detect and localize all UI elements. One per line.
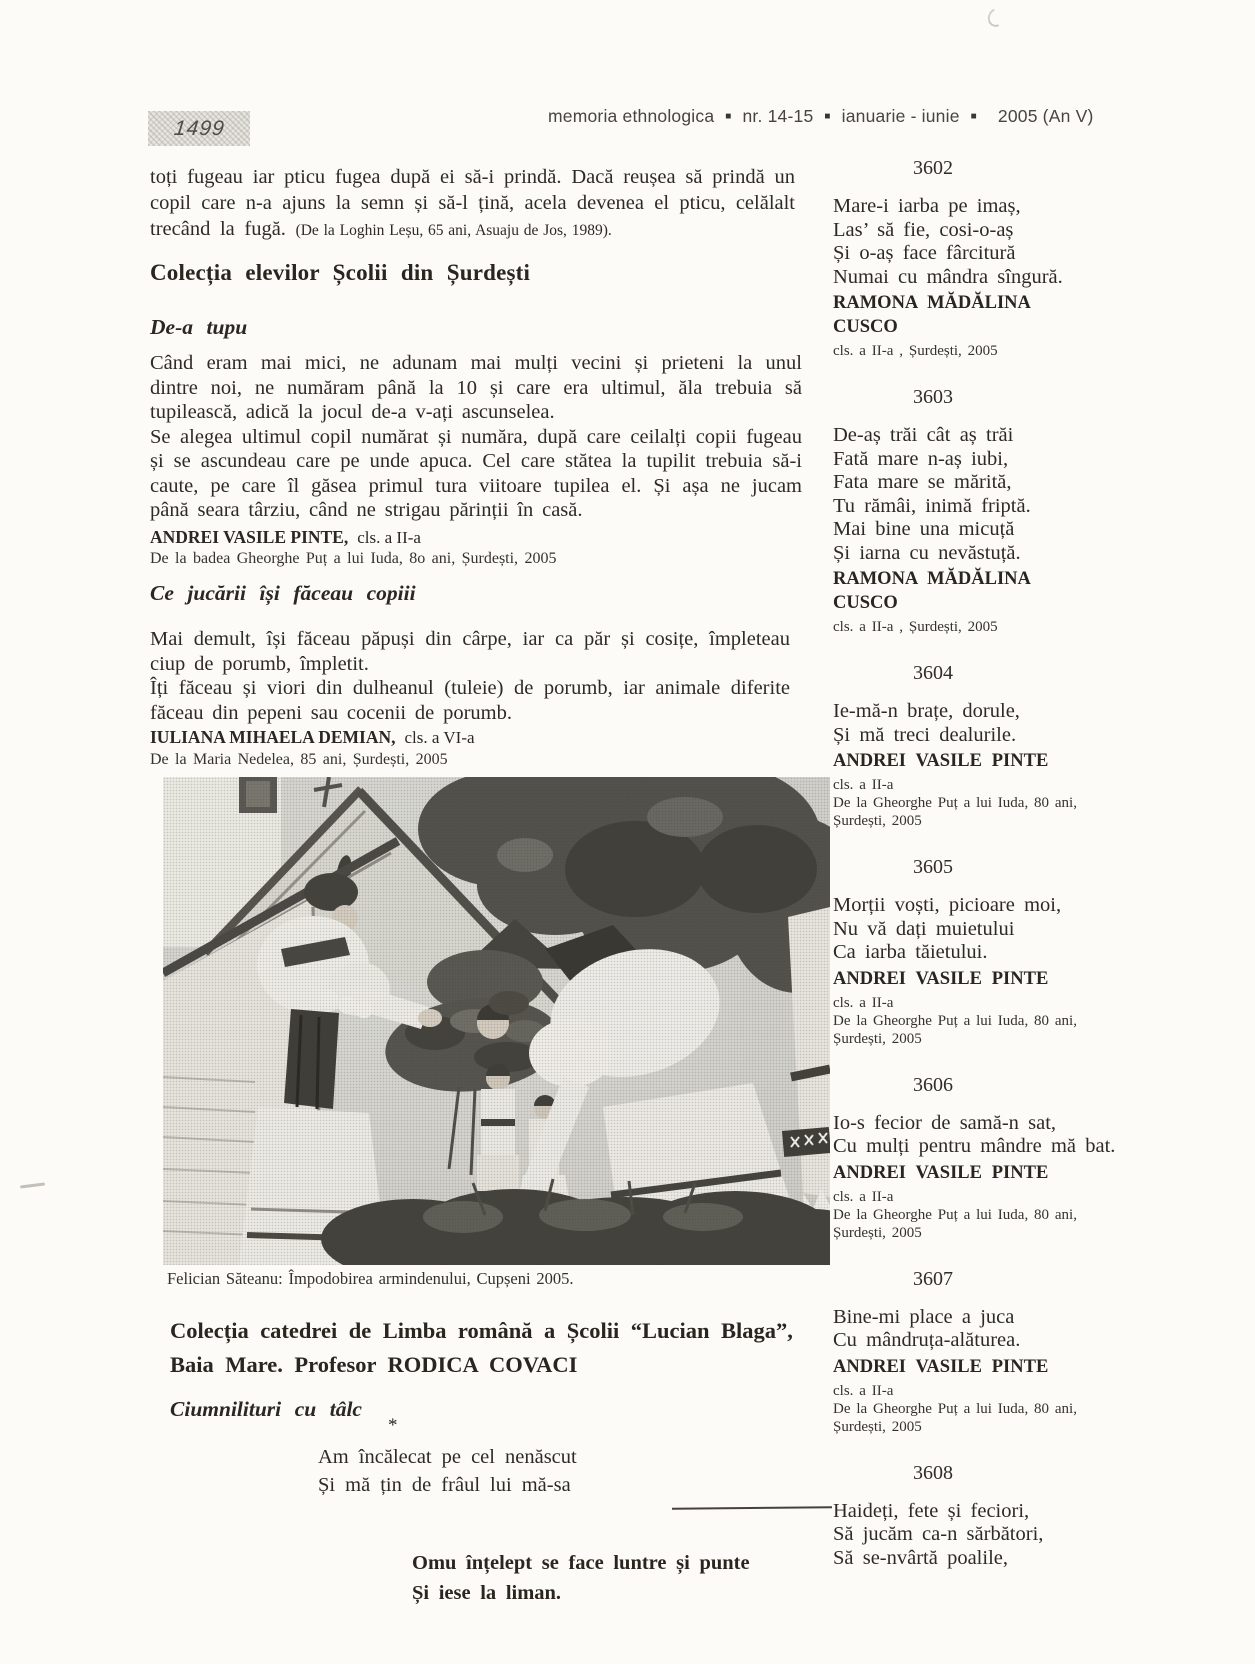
asterisk-separator: * <box>388 1415 398 1436</box>
verse-detail: Șurdești, 2005 <box>833 813 922 829</box>
verse-author <box>833 967 1178 991</box>
verse-detail: Șurdești, 2005 <box>833 1224 922 1241</box>
author-line <box>150 727 475 748</box>
riddle-line: Și mă țin de frâul lui mă-sa <box>318 1474 571 1496</box>
riddle-line: Am încălecat pe cel nenăscut <box>318 1446 577 1468</box>
verse-author-line: ANDREI VASILE PINTE <box>833 1162 1049 1183</box>
verse-line: Haideți, fete și feciori, <box>833 1499 1030 1522</box>
motto-line: Și iese la liman. <box>412 1582 562 1604</box>
verse-line: Nu vă dați muietului <box>833 917 1015 940</box>
verse-detail: cls. a II-a , Șurdești, 2005 <box>833 619 998 635</box>
author-class: cls. a II-a <box>357 528 421 547</box>
scan-artifact-dash <box>20 1182 45 1188</box>
photo-caption: Felician Săteanu: Împodobirea armindenului, Cupșeni 2005. <box>167 1269 574 1288</box>
verse-author <box>833 1161 1178 1185</box>
verse-detail: Șurdești, 2005 <box>833 1418 922 1435</box>
verse-detail: cls. a II-a <box>833 777 894 793</box>
verse-details <box>833 342 1178 360</box>
scan-artifact-corner <box>985 5 1008 29</box>
verse-author-line: ANDREI VASILE PINTE <box>833 1356 1049 1377</box>
verse-number: 3606 <box>913 1073 953 1096</box>
verse-number: 3603 <box>913 386 953 408</box>
verse-detail: De la Gheorghe Puț a lui Iuda, 80 ani, <box>833 1206 1077 1223</box>
verse-detail: Șurdești, 2005 <box>833 1030 922 1047</box>
verse-author-line: RAMONA MĂDĂLINA <box>833 293 1031 313</box>
verse-line: De-aș trăi cât aș trăi <box>833 424 1014 446</box>
page-number: 1499 <box>172 116 226 140</box>
verse-author-line: RAMONA MĂDĂLINA <box>833 569 1031 589</box>
verse-line: Și iarna cu nevăstuță. <box>833 541 1021 564</box>
paragraph: Îți făceau și viori din dulheanul (tuleie) de porumb, iar animale diferite făceau din pepeni sau cocenii de porumb. <box>150 677 790 724</box>
issue-year: 2005 (An V) <box>997 106 1094 126</box>
game-title-jucarii: Ce jucării își făceau copiii <box>150 581 416 605</box>
verse-number: 3605 <box>913 856 953 878</box>
verse-line: Și o-aș face fârcitură <box>833 242 1016 264</box>
photo-illustration <box>163 777 830 1265</box>
verse-details <box>833 618 1178 636</box>
section-title: Colecția elevilor Școlii din Șurdești <box>150 260 531 285</box>
verse-author <box>833 291 1178 339</box>
verse-line: Io-s fecior de samă-n sat, <box>833 1111 1057 1134</box>
verse-line: Mai bine una micuță <box>833 518 1015 540</box>
verse-line: Bine-mi place a juca <box>833 1305 1015 1328</box>
author-name: ANDREI VASILE PINTE, <box>150 527 349 547</box>
verse-line: Fata mare se mărită, <box>833 471 1012 493</box>
verse-details <box>833 776 1178 830</box>
verse-lines <box>833 424 1178 565</box>
paragraph: Când eram mai mici, ne adunam mai mulți vecini și prieteni la unul dintre noi, ne număram până la 10 și care era ultimul, ăla trebuia să tupilească, adică la jocul de-a v-ați ascunselea. <box>150 352 802 423</box>
source-line: De la Maria Nedelea, 85 ani, Șurdești, 2005 <box>150 751 448 768</box>
motto-verse <box>412 1548 750 1608</box>
verse-line: Las’ să fie, cosi-o-aș <box>833 218 1014 241</box>
author-class: cls. a VI-a <box>404 728 475 747</box>
motto-line: Omu înțelept se face luntre și punte <box>412 1552 750 1574</box>
verse-number: 3604 <box>913 662 953 684</box>
game-description-de-a-tupu <box>150 351 802 523</box>
verse-line: Să jucăm ca-n sărbători, <box>833 1523 1044 1545</box>
issue-period: ianuarie - iunie <box>841 106 960 126</box>
journal-title: memoria ethnologica <box>548 106 715 126</box>
intro-paragraph <box>150 164 795 244</box>
verse-detail: cls. a II-a <box>833 1188 894 1205</box>
verse-line: Tu rămâi, inimă friptă. <box>833 494 1031 517</box>
verse-item <box>833 1266 1178 1436</box>
verse-line: Ie-mă-n brațe, dorule, <box>833 700 1020 722</box>
verse-detail: cls. a II-a , Șurdești, 2005 <box>833 343 998 359</box>
verse-line: Să se-nvârtă poalile, <box>833 1546 1008 1569</box>
verse-line: Și mă treci dealurile. <box>833 723 1017 746</box>
game-title-de-a-tupu: De-a tupu <box>150 315 248 339</box>
verse-author-line: ANDREI VASILE PINTE <box>833 751 1049 771</box>
intro-source: (De la Loghin Leșu, 65 ani, Asuaju de Jos, 1989). <box>295 222 612 239</box>
bullet-separator-icon: ■ <box>824 111 831 122</box>
verse-author <box>833 1355 1178 1379</box>
verse-line: Morții voști, picioare moi, <box>833 894 1062 916</box>
riddle-verse <box>318 1443 577 1499</box>
verse-author-line: CUSCO <box>833 593 898 613</box>
verse-detail: cls. a II-a <box>833 994 894 1011</box>
verse-line: Mare-i iarba pe imaș, <box>833 195 1021 217</box>
verse-details <box>833 994 1178 1048</box>
page-number-box <box>148 111 250 146</box>
verse-lines <box>833 195 1178 289</box>
collection2-title: Colecția catedrei de Limba română a Școlii “Lucian Blaga”, Baia Mare. Profesor RODICA COVACI <box>170 1318 793 1377</box>
verse-lines <box>833 1500 1178 1571</box>
verse-details <box>833 1382 1178 1436</box>
verse-author-line: ANDREI VASILE PINTE <box>833 968 1049 989</box>
verse-details <box>833 1188 1178 1242</box>
verse-lines <box>833 1306 1178 1353</box>
paragraph: Se alegea ultimul copil numărat și număra, după care ceilalți copii fugeau și se ascundeau care pe unde apuca. Cel care stătea la tupilit trebuia să-i caute, pe care îl găsea primul tura viitoare tupilea el. Și așa ne jucam până seara târziu, când ne strigau părinții în casă. <box>150 425 802 521</box>
verse-author-line: CUSCO <box>833 317 898 337</box>
verse-lines <box>833 700 1178 747</box>
verse-line: Ca iarba tăietului. <box>833 941 988 963</box>
verse-lines <box>833 894 1178 965</box>
verse-item <box>833 384 1178 636</box>
verse-detail: De la Gheorghe Puț a lui Iuda, 80 ani, <box>833 795 1077 811</box>
verse-number: 3608 <box>913 1461 953 1484</box>
game-description-jucarii <box>150 627 790 725</box>
armindeni-photo <box>163 777 830 1265</box>
verse-number: 3607 <box>913 1267 953 1290</box>
verse-item <box>833 660 1178 830</box>
verse-detail: cls. a II-a <box>833 1382 894 1399</box>
verse-item <box>833 1460 1178 1571</box>
verse-item <box>833 1072 1178 1242</box>
source-line: De la badea Gheorghe Puț a lui Iuda, 8o ani, Șurdești, 2005 <box>150 550 557 567</box>
verse-detail: De la Gheorghe Puț a lui Iuda, 80 ani, <box>833 1012 1077 1029</box>
verse-column <box>833 155 1178 1594</box>
author-name: IULIANA MIHAELA DEMIAN, <box>150 727 396 747</box>
running-header <box>548 106 1093 127</box>
verse-item <box>833 155 1178 360</box>
verse-number: 3602 <box>913 157 953 179</box>
verse-author <box>833 749 1178 773</box>
bullet-separator-icon: ■ <box>970 111 977 122</box>
issue-number: nr. 14-15 <box>742 106 814 126</box>
bullet-separator-icon: ■ <box>725 111 732 122</box>
verse-line: Cu mulți pentru mândre mă bat. <box>833 1135 1116 1157</box>
paragraph: Mai demult, își făceau păpuși din cârpe, iar ca păr și cosițe, împleteau ciup de porumb, împletit. <box>150 628 790 675</box>
riddles-title: Ciumnilituri cu tâlc <box>170 1397 362 1421</box>
verse-detail: De la Gheorghe Puț a lui Iuda, 80 ani, <box>833 1400 1077 1417</box>
verse-item <box>833 854 1178 1048</box>
column-divider-rule <box>672 1506 832 1509</box>
verse-lines <box>833 1112 1178 1159</box>
verse-line: Cu mândruța-alăturea. <box>833 1329 1021 1351</box>
author-line <box>150 527 421 548</box>
verse-line: Fată mare n-aș iubi, <box>833 447 1009 470</box>
verse-line: Numai cu mândra sîngură. <box>833 265 1063 288</box>
verse-author <box>833 567 1178 615</box>
intro-text: toți fugeau iar pticu fugea după ei să-i prindă. Dacă reușea să prindă un copil care n-a ajuns la semn și să-l țină, acela devenea el pticu, celălalt trecând la fugă. <box>150 166 795 240</box>
